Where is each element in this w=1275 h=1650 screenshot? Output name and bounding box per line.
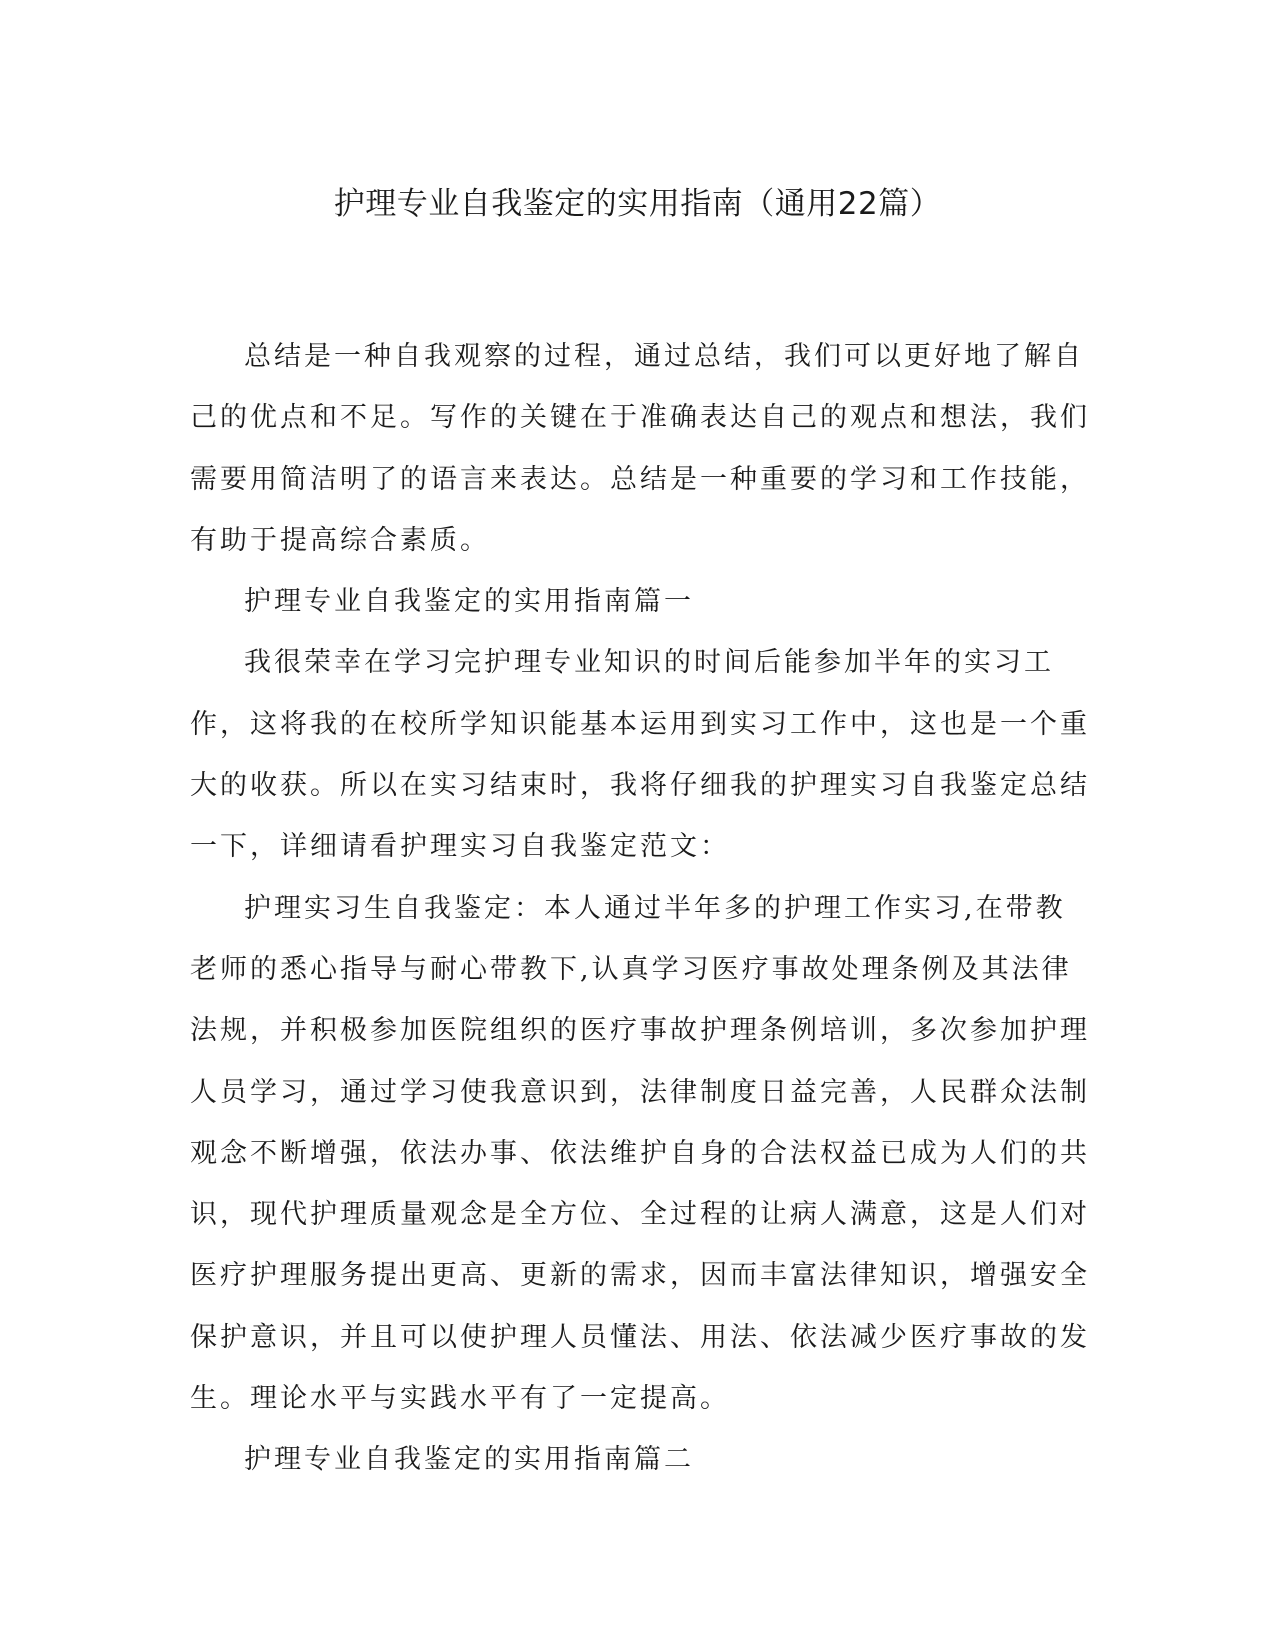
- section-1-paragraph-2: 护理实习生自我鉴定：本人通过半年多的护理工作实习,在带教老师的悉心指导与耐心带教下,认真学习医疗事故处理条例及其法律法规，并积极参加医院组织的医疗事故护理条例培训，多次参加护理人员学习，通过学习使我意识到，法律制度日益完善，人民群众法制观念不断增强，依法办事、依法维护自身的合法权益已成为人们的共识，现代护理质量观念是全方位、全过程的让病人满意，这是人们对医疗护理服务提出更高、更新的需求，因而丰富法律知识，增强安全保护意识，并且可以使护理人员懂法、用法、依法减少医疗事故的发生。理论水平与实践水平有了一定提高。: [190, 892, 1090, 1415]
- document-title: 护理专业自我鉴定的实用指南（通用22篇）: [333, 186, 942, 222]
- section-heading-1: 护理专业自我鉴定的实用指南篇一: [244, 586, 694, 618]
- intro-paragraph: 总结是一种自我观察的过程，通过总结，我们可以更好地了解自己的优点和不足。写作的关键在于准确表达自己的观点和想法，我们需要用简洁明了的语言来表达。总结是一种重要的学习和工作技能，有助于提高综合素质。: [190, 341, 1090, 556]
- section-heading-2: 护理专业自我鉴定的实用指南篇二: [244, 1444, 694, 1476]
- document-body: [190, 326, 1090, 1491]
- section-1-paragraph-1: 我很荣幸在学习完护理专业知识的时间后能参加半年的实习工作，这将我的在校所学知识能基本运用到实习工作中，这也是一个重大的收获。所以在实习结束时，我将仔细我的护理实习自我鉴定总结一下，详细请看护理实习自我鉴定范文：: [190, 647, 1090, 863]
